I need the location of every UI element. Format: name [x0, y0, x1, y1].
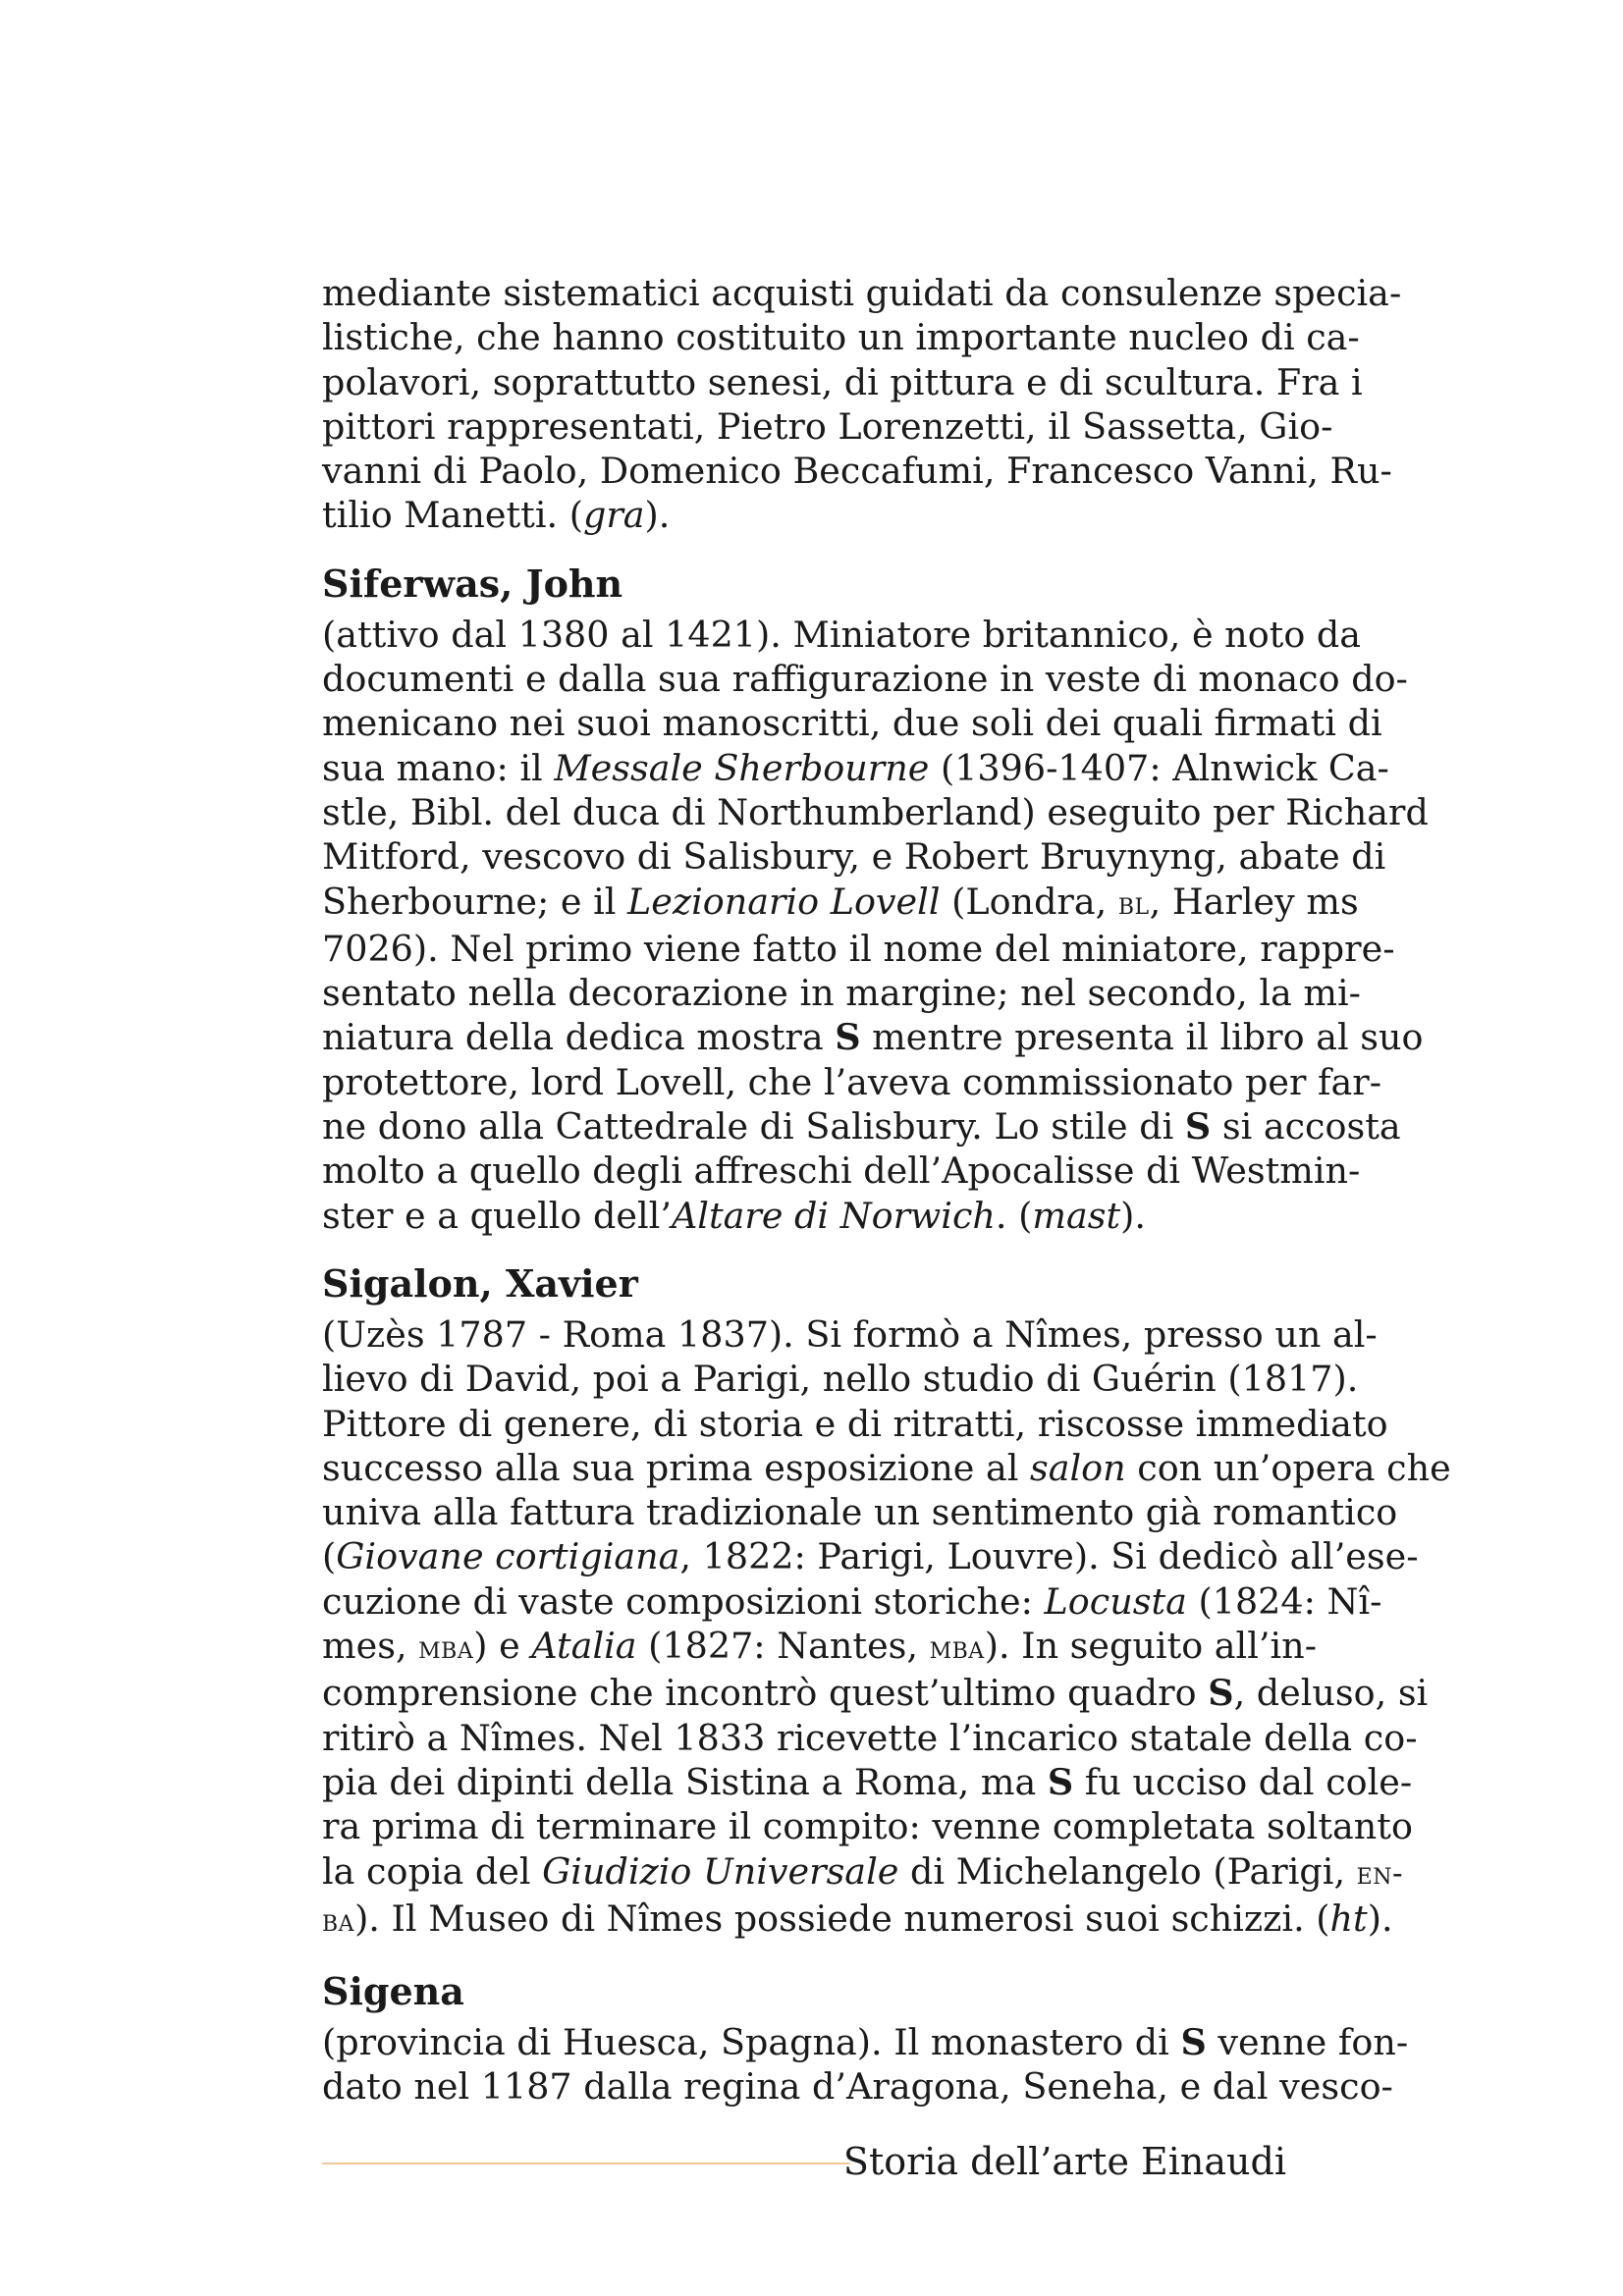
page-footer [322, 2137, 1286, 2186]
entry-body [322, 2020, 1409, 2109]
entry-title: Siferwas, John [322, 561, 623, 606]
work-title: Altare di Norwich [671, 1194, 996, 1237]
abbreviation: mba [929, 1630, 985, 1667]
entry-initial: S [1184, 1105, 1212, 1148]
text-line: polavori, soprattutto senesi, di pittura e di scultura. Fra i [322, 360, 1363, 403]
text-line: niatura della dedica mostra S mentre presenta il libro al suo [322, 1016, 1424, 1059]
entry-initial: S [1180, 2021, 1207, 2064]
entry-body [322, 613, 1429, 1238]
italic-term: salon [1030, 1446, 1126, 1489]
text-line: mediante sistematici acquisti guidati da consulenze specia- [322, 272, 1402, 314]
abbreviation: en- [1356, 1855, 1404, 1892]
text-line: sua mano: il Messale Sherbourne (1396-1407: Alnwick Ca- [322, 746, 1389, 789]
entry-body [322, 1312, 1451, 1944]
abbreviation: bl [1117, 885, 1150, 922]
text-line: molto a quello degli affreschi dell’Apocalisse di Westmin- [322, 1149, 1361, 1193]
text-line: (Giovane cortigiana, 1822: Parigi, Louvre). Si dedicò all’ese- [322, 1535, 1419, 1578]
text-line: tilio Manetti. (gra). [322, 494, 671, 537]
text-line: menicano nei suoi manoscritti, due soli dei quali firmati di [322, 702, 1382, 745]
text-line: ritirò a Nîmes. Nel 1833 ricevette l’incarico statale della co- [322, 1716, 1418, 1759]
text-line: stle, Bibl. del duca di Northumberland) eseguito per Richard [322, 790, 1429, 833]
text-line: listiche, che hanno costituito un importante nucleo di ca- [322, 316, 1360, 359]
text-line: (Uzès 1787 - Roma 1837). Si formò a Nîmes, presso un al- [322, 1312, 1378, 1356]
text-line: ra prima di terminare il compito: venne completata soltanto [322, 1805, 1413, 1848]
text-line: cuzione di vaste composizioni storiche: Locusta (1824: Nî- [322, 1579, 1382, 1623]
footer-label: Storia dell’arte Einaudi [842, 2140, 1286, 2183]
text-line: (provincia di Huesca, Spagna). Il monastero di S venne fon- [322, 2021, 1409, 2064]
text-line: 7026). Nel primo viene fatto il nome del miniatore, rappre- [322, 927, 1395, 970]
text-line: ne dono alla Cattedrale di Salisbury. Lo stile di S si accosta [322, 1105, 1401, 1148]
text-line: pittori rappresentati, Pietro Lorenzetti, il Sassetta, Gio- [322, 404, 1333, 448]
entry-initial: S [1047, 1760, 1074, 1803]
text-line: dato nel 1187 dalla regina d’Aragona, Seneha, e dal vesco- [322, 2065, 1393, 2109]
author-initials: ht [1329, 1896, 1368, 1940]
author-initials: gra [582, 494, 645, 537]
text-line: successo alla sua prima esposizione al salon con un’opera che [322, 1446, 1451, 1489]
text-line: ster e a quello dell’Altare di Norwich. (mast). [322, 1194, 1146, 1237]
text-line: comprensione che incontrò quest’ultimo quadro S, deluso, si [322, 1672, 1429, 1715]
text-line: Mitford, vescovo di Salisbury, e Robert Bruynyng, abate di [322, 835, 1386, 879]
text-line: univa alla fattura tradizionale un sentimento già romantico [322, 1491, 1398, 1534]
abbreviation: mba [418, 1630, 474, 1667]
text-line: la copia del Giudizio Universale di Michelangelo (Parigi, en- [322, 1849, 1404, 1893]
work-title: Giudizio Universale [542, 1849, 899, 1893]
entry-initial: S [1208, 1672, 1234, 1715]
entry-title: Sigena [322, 1969, 464, 2014]
text-line: sentato nella decorazione in margine; nel secondo, la mi- [322, 972, 1362, 1015]
author-initials: mast [1032, 1194, 1121, 1237]
text-line: vanni di Paolo, Domenico Beccafumi, Francesco Vanni, Ru- [322, 450, 1392, 493]
abbreviation: ba [322, 1902, 355, 1939]
work-title: Locusta [1044, 1579, 1187, 1623]
text-line: Pittore di genere, di storia e di ritratti, riscosse immediato [322, 1402, 1388, 1445]
text-line: mes, mba) e Atalia (1827: Nantes, mba). In seguito all’in- [322, 1625, 1318, 1668]
text-line: (attivo dal 1380 al 1421). Miniatore britannico, è noto da [322, 613, 1362, 656]
text-line: protettore, lord Lovell, che l’aveva commissionato per far- [322, 1060, 1382, 1103]
text-line: documenti e dalla sua raffigurazione in veste di monaco do- [322, 658, 1408, 701]
text-line: ba). Il Museo di Nîmes possiede numerosi suoi schizzi. (ht). [322, 1896, 1393, 1940]
text-line: Sherbourne; e il Lezionario Lovell (Londra, bl, Harley ms [322, 880, 1359, 923]
work-title: Messale Sherbourne [554, 746, 930, 789]
intro-paragraph [322, 271, 1402, 538]
text-line: lievo di David, poi a Parigi, nello studio di Guérin (1817). [322, 1358, 1359, 1401]
entry-title: Sigalon, Xavier [322, 1260, 638, 1306]
text-column [322, 271, 1451, 2109]
text-line: pia dei dipinti della Sistina a Roma, ma S fu ucciso dal cole- [322, 1760, 1413, 1803]
work-title: Atalia [531, 1625, 637, 1668]
footer-rule [322, 2163, 850, 2164]
entry-initial: S [835, 1016, 861, 1059]
work-title: Lezionario Lovell [627, 880, 941, 923]
work-title: Giovane cortigiana [336, 1535, 680, 1578]
